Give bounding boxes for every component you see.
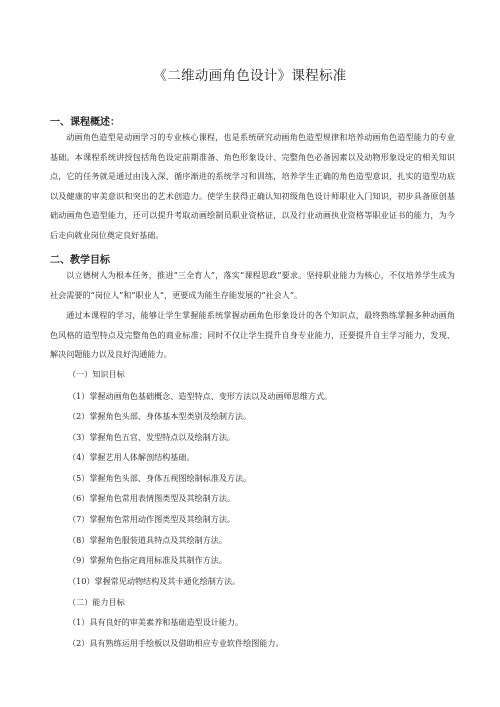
ability-objectives-heading: （二）能力目标 bbox=[68, 597, 125, 607]
section-heading-overview: 一、课程概述： bbox=[50, 117, 120, 128]
list-item: （4）掌握艺用人体解剖结构基础。 bbox=[68, 452, 195, 462]
page-title: 《二维动画角色设计》课程标准 bbox=[153, 68, 347, 84]
objectives-paragraph-2: 通过本课程的学习，能够让学生掌握能系统掌握动画角色形象设计的各个知识点，最终熟练掌握多种动画角色风格的造型特点及完整角色的商业标准；同时不仅让学生提升自身专业能力，还要提升自主学习能力，发现、解决问题能力以及良好沟通能力。 bbox=[50, 310, 455, 359]
list-item: （1）具有良好的审美素养和基础造型设计能力。 bbox=[68, 617, 244, 627]
section-heading-objectives: 二、教学目标 bbox=[50, 255, 110, 266]
list-item: （7）掌握角色常用动作图类型及其绘制方法。 bbox=[68, 514, 236, 524]
knowledge-objectives-heading: （一）知识目标 bbox=[68, 369, 125, 379]
list-item: （8）掌握角色服装道具特点及其绘制方法。 bbox=[68, 535, 227, 545]
list-item: （10）掌握常见动物结构及其卡通化绘制方法。 bbox=[68, 576, 241, 586]
list-item: （6）掌握角色常用表情图类型及其绘制方法。 bbox=[68, 493, 236, 503]
list-item: （2）掌握角色头部、身体基本型类别及绘制方法。 bbox=[68, 411, 252, 421]
list-item: （5）掌握角色头部、身体五视图绘制标准及方法。 bbox=[68, 473, 252, 483]
list-item: （1）掌握动画角色基础概念、造型特点、变形方法以及动画师思维方式。 bbox=[68, 391, 333, 401]
overview-paragraph: 动画角色造型是动画学习的专业核心课程，也是系统研究动画角色造型规律和培养动画角色造型能力的专业基础。本课程系统讲授包括角色设定前期准备、角色形象设计、完整角色必备因素以及动物形象设定的相关知识点，它的任务就是通过由浅入深、循序渐进的系统学习和训练，培养学生正确的角色造型意识、扎实的造型功底以及健康的审美意识和突出的艺术创造力。使学生获得正确认知初级角色设计师职业入门知识，初步具备原创基础动画角色造型能力，还可以提升考取动画绘制员职业资格证，以及行业动画执业资格等职业证书的能力，为今后走向就业岗位奠定良好基础。 bbox=[50, 132, 455, 240]
list-item: （2）具有熟练运用手绘板以及借助相应专业软件绘图能力。 bbox=[68, 638, 284, 648]
objectives-paragraph-1: 以立德树人为根本任务，推进“三全育人”，落实“课程思政”要求。坚持职业能力为核心，不仅培养学生成为社会需要的“岗位人”和“职业人”，更要成为能生存能发展的“社会人”。 bbox=[50, 270, 455, 300]
list-item: （3）掌握角色五官、发型特点以及绘制方法。 bbox=[68, 432, 236, 442]
list-item: （9）掌握角色指定商用标准及其制作方法。 bbox=[68, 555, 227, 565]
